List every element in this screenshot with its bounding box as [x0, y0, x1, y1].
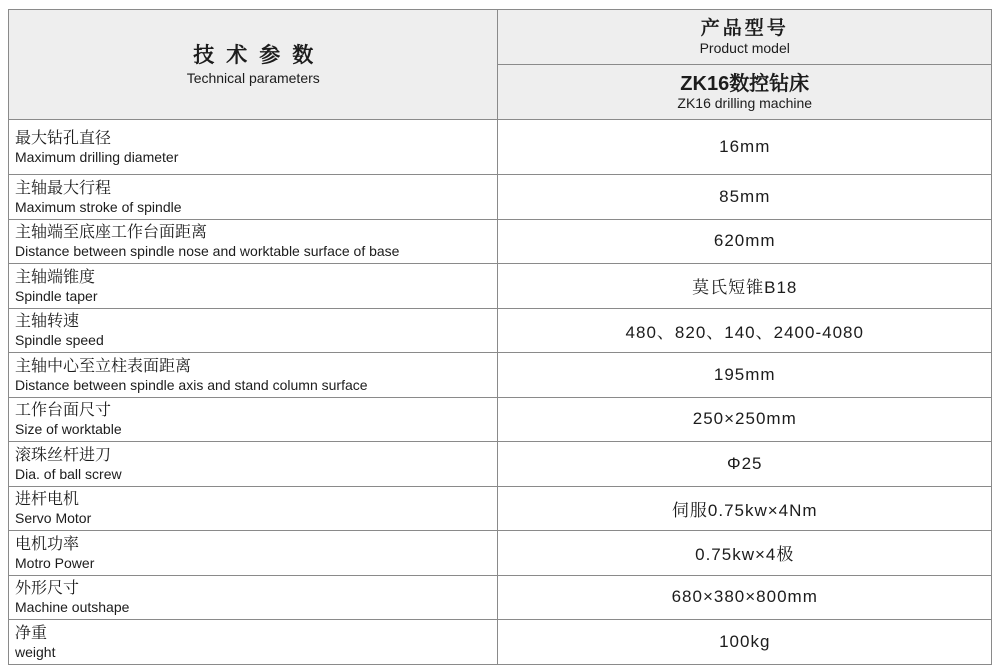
spec-table	[8, 9, 992, 665]
param-value: 16mm	[498, 120, 992, 175]
table-row	[9, 120, 992, 175]
param-name-zh: 进杆电机	[15, 491, 80, 509]
spec-rows	[9, 120, 992, 665]
param-cell	[9, 397, 498, 442]
param-value: 0.75kw×4极	[498, 531, 992, 576]
header-param-zh: 技术参数	[193, 43, 326, 67]
table-row	[9, 264, 992, 309]
param-name-zh: 工作台面尺寸	[15, 402, 112, 420]
header-machine-cell	[498, 65, 992, 120]
param-value: 85mm	[498, 175, 992, 220]
param-value: 620mm	[498, 219, 992, 264]
param-name-en: Dia. of ball screw	[15, 465, 122, 482]
param-name-en: Maximum stroke of spindle	[15, 198, 182, 215]
param-cell	[9, 264, 498, 309]
param-value: Φ25	[498, 442, 992, 487]
param-name-zh: 最大钻孔直径	[15, 130, 112, 147]
param-value: 480、820、140、2400-4080	[498, 308, 992, 353]
param-name-zh: 外形尺寸	[15, 580, 80, 598]
header-model-zh: 产品型号	[700, 18, 789, 39]
header-param-cell	[9, 10, 498, 120]
table-row	[9, 353, 992, 398]
param-cell	[9, 442, 498, 487]
param-name-en: Motro Power	[15, 554, 95, 571]
header-machine-zh: ZK16数控钻床	[680, 73, 810, 95]
param-value: 伺服0.75kw×4Nm	[498, 486, 992, 531]
table-row	[9, 219, 992, 264]
table-row	[9, 175, 992, 220]
param-name-en: Size of worktable	[15, 421, 122, 438]
param-name-zh: 主轴中心至立柱表面距离	[15, 357, 192, 375]
header-model-en: Product model	[699, 40, 790, 56]
param-cell	[9, 175, 498, 220]
param-value: 莫氏短锥B18	[498, 264, 992, 309]
table-row	[9, 531, 992, 576]
param-name-zh: 电机功率	[15, 535, 80, 553]
header-row-1	[9, 10, 992, 65]
header-model-cell	[498, 10, 992, 65]
param-cell	[9, 219, 498, 264]
table-row	[9, 575, 992, 620]
param-cell	[9, 620, 498, 665]
param-cell	[9, 353, 498, 398]
param-name-zh: 主轴端锥度	[15, 268, 96, 286]
header-param-en: Technical parameters	[186, 69, 320, 86]
table-row	[9, 308, 992, 353]
param-value: 100kg	[498, 620, 992, 665]
header-machine-en: ZK16 drilling machine	[677, 95, 813, 111]
table-row	[9, 486, 992, 531]
param-name-en: Servo Motor	[15, 510, 92, 527]
param-name-zh: 主轴端至底座工作台面距离	[15, 224, 208, 242]
param-cell	[9, 308, 498, 353]
param-name-zh: 主轴转速	[15, 313, 80, 331]
param-name-en: Spindle taper	[15, 287, 98, 304]
param-name-zh: 主轴最大行程	[15, 179, 112, 197]
table-row	[9, 442, 992, 487]
param-name-en: Maximum drilling diameter	[15, 149, 179, 165]
table-row	[9, 397, 992, 442]
param-cell	[9, 120, 498, 175]
param-cell	[9, 531, 498, 576]
param-cell	[9, 575, 498, 620]
table-row	[9, 620, 992, 665]
param-name-en: Spindle speed	[15, 332, 104, 349]
param-name-zh: 滚珠丝杆进刀	[15, 446, 112, 464]
param-name-en: Distance between spindle axis and stand column surface	[15, 376, 368, 393]
param-name-en: Machine outshape	[15, 599, 130, 616]
param-cell	[9, 486, 498, 531]
param-name-en: Distance between spindle nose and worktable surface of base	[15, 243, 400, 260]
param-value: 250×250mm	[498, 397, 992, 442]
param-name-en: weight	[15, 643, 56, 660]
param-value: 680×380×800mm	[498, 575, 992, 620]
param-name-zh: 净重	[15, 624, 48, 642]
param-value: 195mm	[498, 353, 992, 398]
